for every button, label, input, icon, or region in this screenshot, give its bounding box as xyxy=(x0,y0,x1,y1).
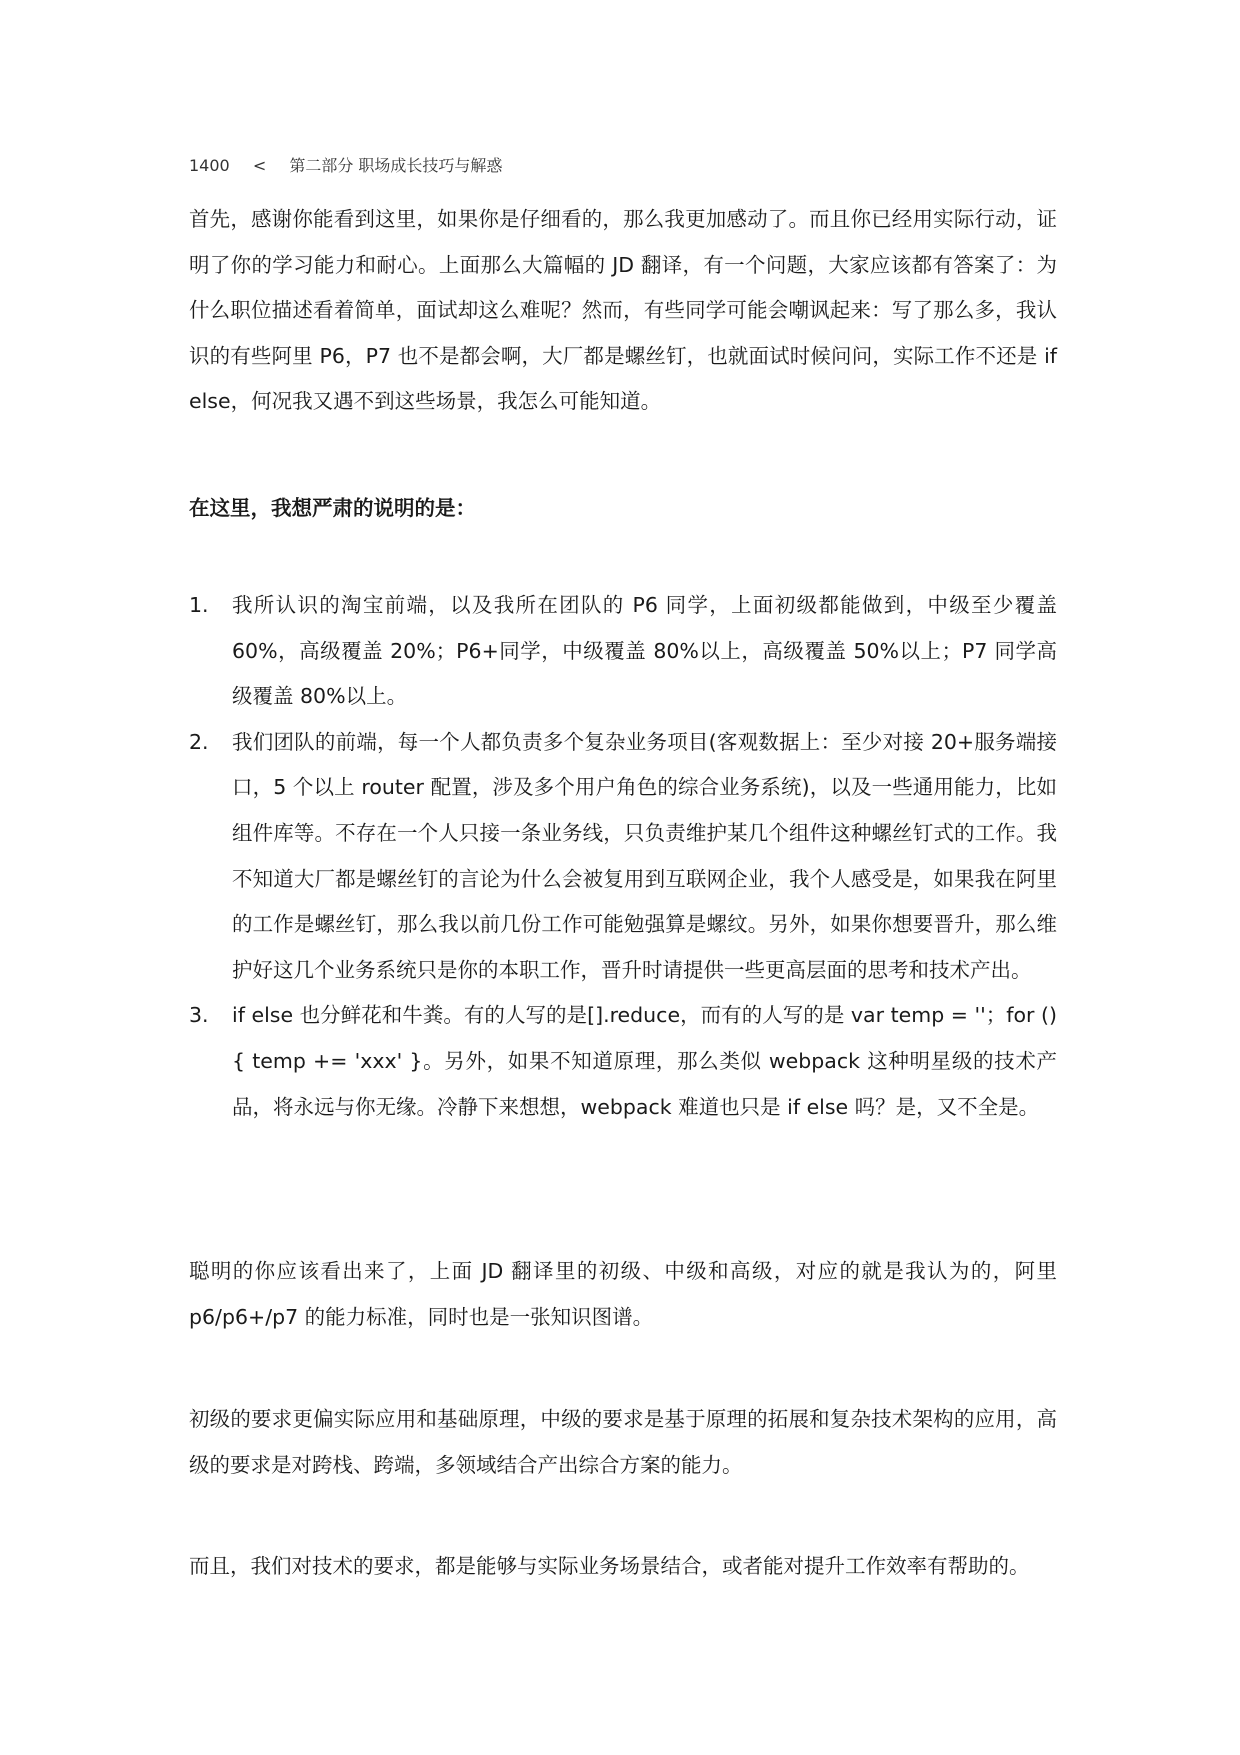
running-header xyxy=(189,153,502,176)
numbered-list xyxy=(189,583,1057,1130)
list-item xyxy=(189,720,1057,994)
conclusion-paragraph: 聪明的你应该看出来了，上面 JD 翻译里的初级、中级和高级，对应的就是我认为的，阿里 p6/p6+/p7 的能力标准，同时也是一张知识图谱。 xyxy=(189,1259,1057,1329)
list-item-number: 2. xyxy=(189,729,209,754)
list-item-number: 3. xyxy=(189,1003,209,1028)
section-heading: 在这里，我想严肃的说明的是： xyxy=(189,496,476,520)
list-item xyxy=(189,993,1057,1130)
closing-paragraph: 而且，我们对技术的要求，都是能够与实际业务场景结合，或者能对提升工作效率有帮助的。 xyxy=(189,1554,1030,1578)
header-separator: < xyxy=(252,156,267,175)
list-item-text: 我所认识的淘宝前端，以及我所在团队的 P6 同学，上面初级都能做到，中级至少覆盖 60%，高级覆盖 20%；P6+同学，中级覆盖 80%以上，高级覆盖 50%以上；P7 同学高级覆盖 80%以上。 xyxy=(232,593,1057,709)
section-title: 第二部分 职场成长技巧与解惑 xyxy=(289,156,503,175)
list-item xyxy=(189,583,1057,720)
list-item-text: 我们团队的前端，每一个人都负责多个复杂业务项目(客观数据上：至少对接 20+服务端接口，5 个以上 router 配置，涉及多个用户角色的综合业务系统)，以及一些通用能力，比如组件库等。不存在一个人只接一条业务线，只负责维护某几个组件这种螺丝钉式的工作。我不知道大厂都是螺丝钉的言论为什么会被复用到互联网企业，我个人感受是，如果我在阿里的工作是螺丝钉，那么我以前几份工作可能勉强算是螺纹。另外，如果你想要晋升，那么维护好这几个业务系统只是你的本职工作，晋升时请提供一些更高层面的思考和技术产出。 xyxy=(232,729,1057,982)
page-number: 1400 xyxy=(189,156,230,175)
levels-paragraph: 初级的要求更偏实际应用和基础原理，中级的要求是基于原理的拓展和复杂技术架构的应用，高级的要求是对跨栈、跨端，多领域结合产出综合方案的能力。 xyxy=(189,1407,1057,1477)
list-item-text: if else 也分鲜花和牛粪。有的人写的是[].reduce，而有的人写的是 var temp = ''；for () { temp += 'xxx' }。另外，如果不知道原理，那么类似 webpack 这种明星级的技术产品，将永远与你无缘。冷静下来想想，webpack 难道也只是 if else 吗？是，又不全是。 xyxy=(232,1003,1057,1119)
list-item-number: 1. xyxy=(189,593,209,617)
intro-paragraph: 首先，感谢你能看到这里，如果你是仔细看的，那么我更加感动了。而且你已经用实际行动，证明了你的学习能力和耐心。上面那么大篇幅的 JD 翻译，有一个问题，大家应该都有答案了：为什么职位描述看着简单，面试却这么难呢？然而，有些同学可能会嘲讽起来：写了那么多，我认识的有些阿里 P6，P7 也不是都会啊，大厂都是螺丝钉，也就面试时候问问，实际工作不还是 if else，何况我又遇不到这些场景，我怎么可能知道。 xyxy=(189,207,1057,414)
